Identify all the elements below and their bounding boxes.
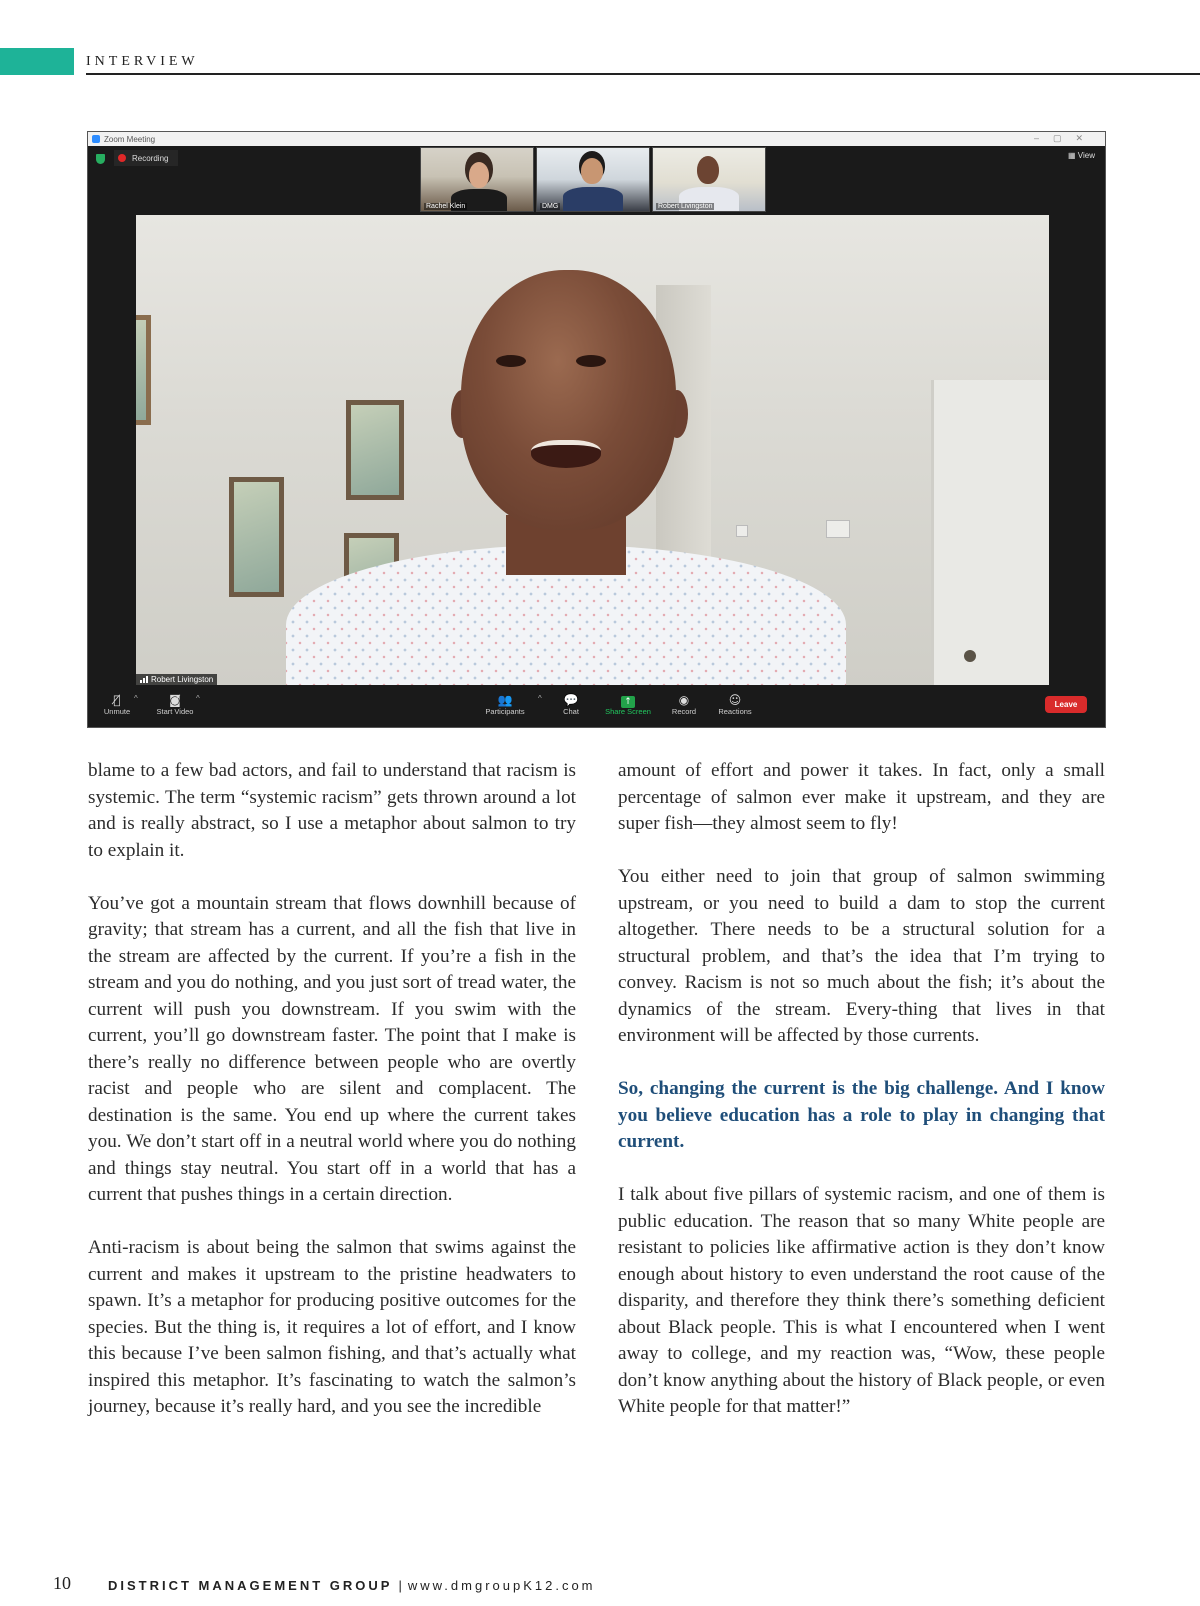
zoom-meeting-screenshot (87, 131, 1106, 728)
paragraph: I talk about five pillars of systemic racism, and one of them is public education. The reason that so many White people are resistant to policies like affirmative action is they don’t know enough about history to even understand the root cause of the disparity, and therefore they think there’s something deficient about Black people. This is what I encountered when I went away to college, and my reaction was, “Wow, these people don’t know anything about the history of Black people, or even White people for that matter!” (618, 1184, 1105, 1417)
record-icon: ◉ (678, 693, 690, 707)
participant-name: DMG (542, 203, 559, 210)
leave-button: Leave (1045, 696, 1087, 713)
section-label: INTERVIEW (86, 54, 199, 69)
recording-label: Recording (132, 153, 169, 163)
start-video-button: ◙̸ Start Video (150, 693, 200, 716)
reactions-button: ☺ Reactions (710, 693, 760, 716)
article-column-left (88, 758, 576, 1447)
header-rule (86, 73, 1200, 75)
wall-picture (229, 477, 284, 597)
recording-indicator (114, 150, 178, 166)
view-button (1068, 151, 1095, 160)
window-controls-icon: –▢✕ (1033, 133, 1097, 143)
participant-name: Rachel Klein (426, 203, 466, 210)
grid-icon: ▦ (1068, 151, 1076, 160)
participant-face (581, 158, 603, 184)
participants-icon: 👥 (497, 693, 513, 707)
speaker-head (461, 270, 676, 530)
chevron-up-icon: ^ (134, 694, 138, 703)
muted-mic-icon: 🎙̸ (113, 693, 121, 707)
paragraph: Anti-racism is about being the salmon that swims against the current and makes it upstream to the pristine headwaters to spawn. It’s a metaphor for producing positive outcomes for the species. But the thing is, it requires a lot of effort, and I know this because I’ve been salmon fishing, and that’s actually what inspired this metaphor. It’s fascinating to watch the salmon’s journey, because it’s really hard, and you see the incredible (88, 1237, 576, 1417)
paragraph: You’ve got a mountain stream that flows downhill because of gravity; that stream has a current, and all the fish that live in the stream are affected by the current. If you’re a fish in the stream and you do nothing, and you just sort of tread water, the current will push you downstream. If you swim with the current, you’ll go downstream faster. The point that I make is there’s really no difference between people who are overtly racist and people who are silent and complacent. The destination is the same. You end up where the current takes you. We don’t start off in a neutral world where you do nothing and things stay neutral. You start off in a world that has a current that pushes things in a certain direction. (88, 892, 576, 1205)
video-off-icon: ◙̸ (169, 693, 181, 707)
zoom-logo-icon (92, 135, 100, 143)
website-url: www.dmgroupK12.com (407, 1578, 596, 1593)
paragraph: blame to a few bad actors, and fail to understand that racism is systemic. The term “systemic racism” gets thrown around a lot and is really abstract, so I use a metaphor about salmon to try to explain it. (88, 760, 576, 861)
door (931, 380, 1049, 685)
wall-picture (346, 400, 404, 500)
participant-face (697, 156, 719, 184)
zoom-titlebar (88, 132, 1105, 146)
view-label: View (1077, 151, 1095, 160)
chevron-up-icon: ^ (196, 694, 200, 703)
recording-dot-icon (118, 154, 126, 162)
organization-name: DISTRICT MANAGEMENT GROUP (108, 1578, 393, 1593)
share-screen-icon: ↑ (603, 693, 653, 707)
page-number: 10 (53, 1573, 71, 1593)
chat-button: 💬 Chat (546, 693, 596, 716)
paragraph: amount of effort and power it takes. In fact, only a small percentage of salmon ever make it upstream, and they are super fish—they almost seem to fly! (618, 760, 1105, 834)
share-screen-button: ↑ Share Screen (603, 693, 653, 716)
speaker-nameplate (136, 674, 217, 685)
reactions-icon: ☺ (728, 693, 742, 707)
speaker-name: Robert Livingston (151, 675, 214, 684)
participant-face (469, 162, 489, 188)
participants-button: 👥 Participants (480, 693, 530, 716)
paragraph: You either need to join that group of salmon swimming upstream, or you need to build a dam to stop the current altogether. There needs to be a structural solution for a structural problem, and that’s the idea that I’m trying to convey. Racism is not so much about the fish; it’s about the dynamics of the stream. Every-thing that lives in that environment will be affected by those currents. (618, 866, 1105, 1046)
encryption-shield-icon (96, 154, 105, 164)
participant-thumbnail (536, 147, 650, 212)
participant-name: Robert Livingston (658, 203, 713, 210)
article-column-right (618, 758, 1105, 1447)
footer-separator: | (398, 1578, 402, 1593)
chevron-up-icon: ^ (538, 694, 542, 703)
record-button: ◉ Record (659, 693, 709, 716)
signal-bars-icon (140, 676, 148, 683)
participant-thumbnail (420, 147, 534, 212)
active-speaker-video (136, 215, 1049, 685)
page-footer (108, 1578, 596, 1593)
zoom-toolbar (88, 685, 1105, 727)
interview-question: So, changing the current is the big challenge. And I know you believe education has a role to play in changing that current. (618, 1078, 1105, 1152)
wall-picture (136, 315, 151, 425)
zoom-window-title: Zoom Meeting (104, 134, 156, 144)
participant-thumbnail (652, 147, 766, 212)
header-accent-bar (0, 48, 74, 75)
unmute-button: 🎙̸ Unmute (92, 693, 142, 716)
chat-icon: 💬 (563, 693, 579, 707)
